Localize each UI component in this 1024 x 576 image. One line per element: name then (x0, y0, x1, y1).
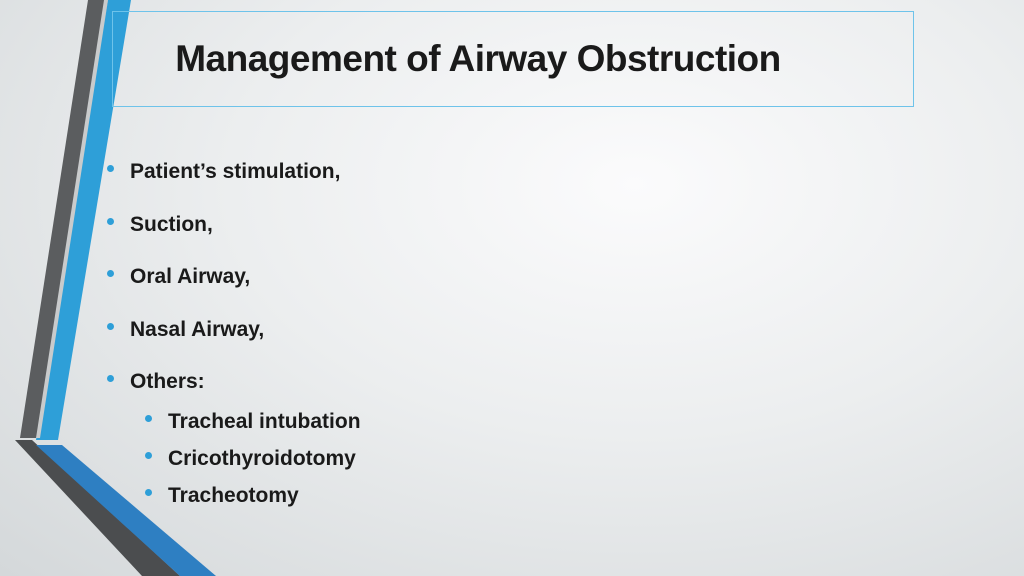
bullet-dot-icon (107, 165, 114, 172)
bullet-item (107, 312, 340, 365)
bullet-text: Oral Airway, (130, 265, 251, 288)
bullet-dot-icon (107, 375, 114, 382)
sub-bullet-text: Tracheal intubation (168, 410, 361, 433)
bullet-item (107, 259, 340, 312)
bullet-dot-icon (107, 323, 114, 330)
bullet-text: Others: (130, 370, 205, 393)
title-frame (112, 11, 914, 107)
bullet-item (107, 207, 340, 260)
bullet-dot-icon (145, 489, 152, 496)
slide-title: Management of Airway Obstruction (175, 38, 781, 79)
sub-bullet-text: Tracheotomy (168, 484, 299, 507)
sub-bullet-item (145, 478, 361, 515)
bullet-list (107, 154, 340, 417)
sub-bullet-item (145, 404, 361, 441)
bullet-text: Nasal Airway, (130, 317, 265, 341)
sub-bullet-item (145, 441, 361, 478)
bullet-dot-icon (145, 452, 152, 459)
bullet-text: Patient’s stimulation, (130, 160, 341, 183)
bullet-dot-icon (107, 218, 114, 225)
sub-bullet-text: Cricothyroidotomy (168, 447, 356, 470)
light-gray-stripe (36, 0, 108, 438)
bullet-dot-icon (145, 415, 152, 422)
bullet-dot-icon (107, 270, 114, 277)
sub-bullet-list (145, 404, 361, 515)
bullet-text: Suction, (130, 212, 213, 236)
bullet-item (107, 154, 340, 207)
